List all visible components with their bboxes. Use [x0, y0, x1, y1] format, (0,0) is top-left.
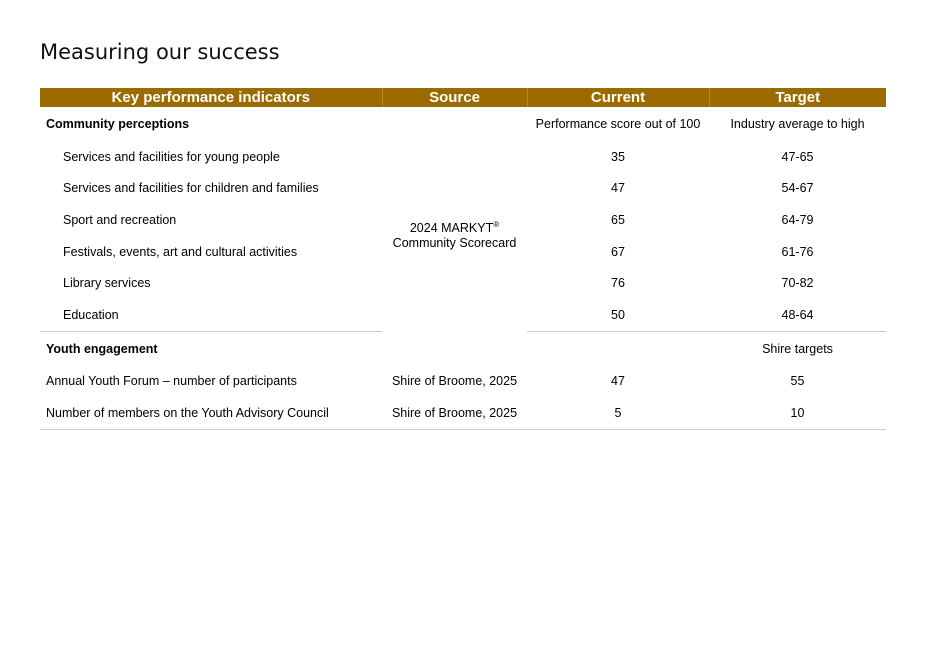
table-row — [40, 366, 886, 398]
target-value: 48-64 — [709, 299, 886, 331]
source-value: Shire of Broome, 2025 — [382, 397, 527, 429]
kpi-label: Education — [40, 299, 382, 331]
section-title: Youth engagement — [46, 341, 158, 356]
kpi-label: Annual Youth Forum – number of participants — [46, 374, 297, 389]
target-value: 47-65 — [781, 149, 814, 164]
registered-mark: ® — [493, 219, 500, 229]
target-value: 61-76 — [781, 244, 814, 259]
page-title: Measuring our success — [40, 40, 280, 64]
target-note: Shire targets — [762, 341, 833, 356]
target-value: 64-79 — [781, 212, 814, 227]
current-value: 65 — [611, 212, 625, 227]
header-kpi: Key performance indicators — [40, 88, 382, 107]
current-note: Performance score out of 100 — [535, 117, 701, 131]
kpi-label: Number of members on the Youth Advisory Council — [40, 397, 382, 429]
source-line1: 2024 MARKYT — [409, 221, 494, 236]
kpi-label: Services and facilities for children and families — [63, 181, 319, 196]
kpi-label: Services and facilities for young people — [63, 149, 280, 164]
table-header-row — [40, 88, 886, 107]
source-line2: Community Scorecard — [392, 236, 517, 251]
source-markyt — [382, 141, 527, 331]
section-youth-engagement — [40, 331, 886, 366]
kpi-label: Festivals, events, art and cultural activities — [63, 244, 298, 259]
current-value: 76 — [611, 276, 625, 291]
target-note: Industry average to high — [730, 117, 865, 131]
header-current: Current — [527, 88, 709, 107]
target-value: 70-82 — [781, 276, 814, 291]
header-source: Source — [382, 88, 527, 107]
current-value: 47 — [611, 181, 625, 196]
current-value: 67 — [611, 244, 625, 259]
section-community-perceptions — [40, 107, 886, 141]
current-value: 50 — [527, 299, 709, 331]
current-value: 5 — [527, 397, 709, 429]
table-row — [40, 397, 886, 429]
header-target: Target — [709, 88, 886, 107]
section-title: Community perceptions — [46, 117, 190, 131]
kpi-label: Library services — [63, 276, 151, 291]
kpi-label: Sport and recreation — [63, 212, 177, 227]
target-value: 54-67 — [781, 181, 814, 196]
current-value: 35 — [611, 149, 625, 164]
current-value: 47 — [611, 374, 625, 389]
target-value: 10 — [709, 397, 886, 429]
source-value: Shire of Broome, 2025 — [391, 374, 518, 389]
kpi-table — [40, 88, 886, 430]
table-row — [40, 141, 886, 173]
target-value: 55 — [790, 374, 805, 389]
